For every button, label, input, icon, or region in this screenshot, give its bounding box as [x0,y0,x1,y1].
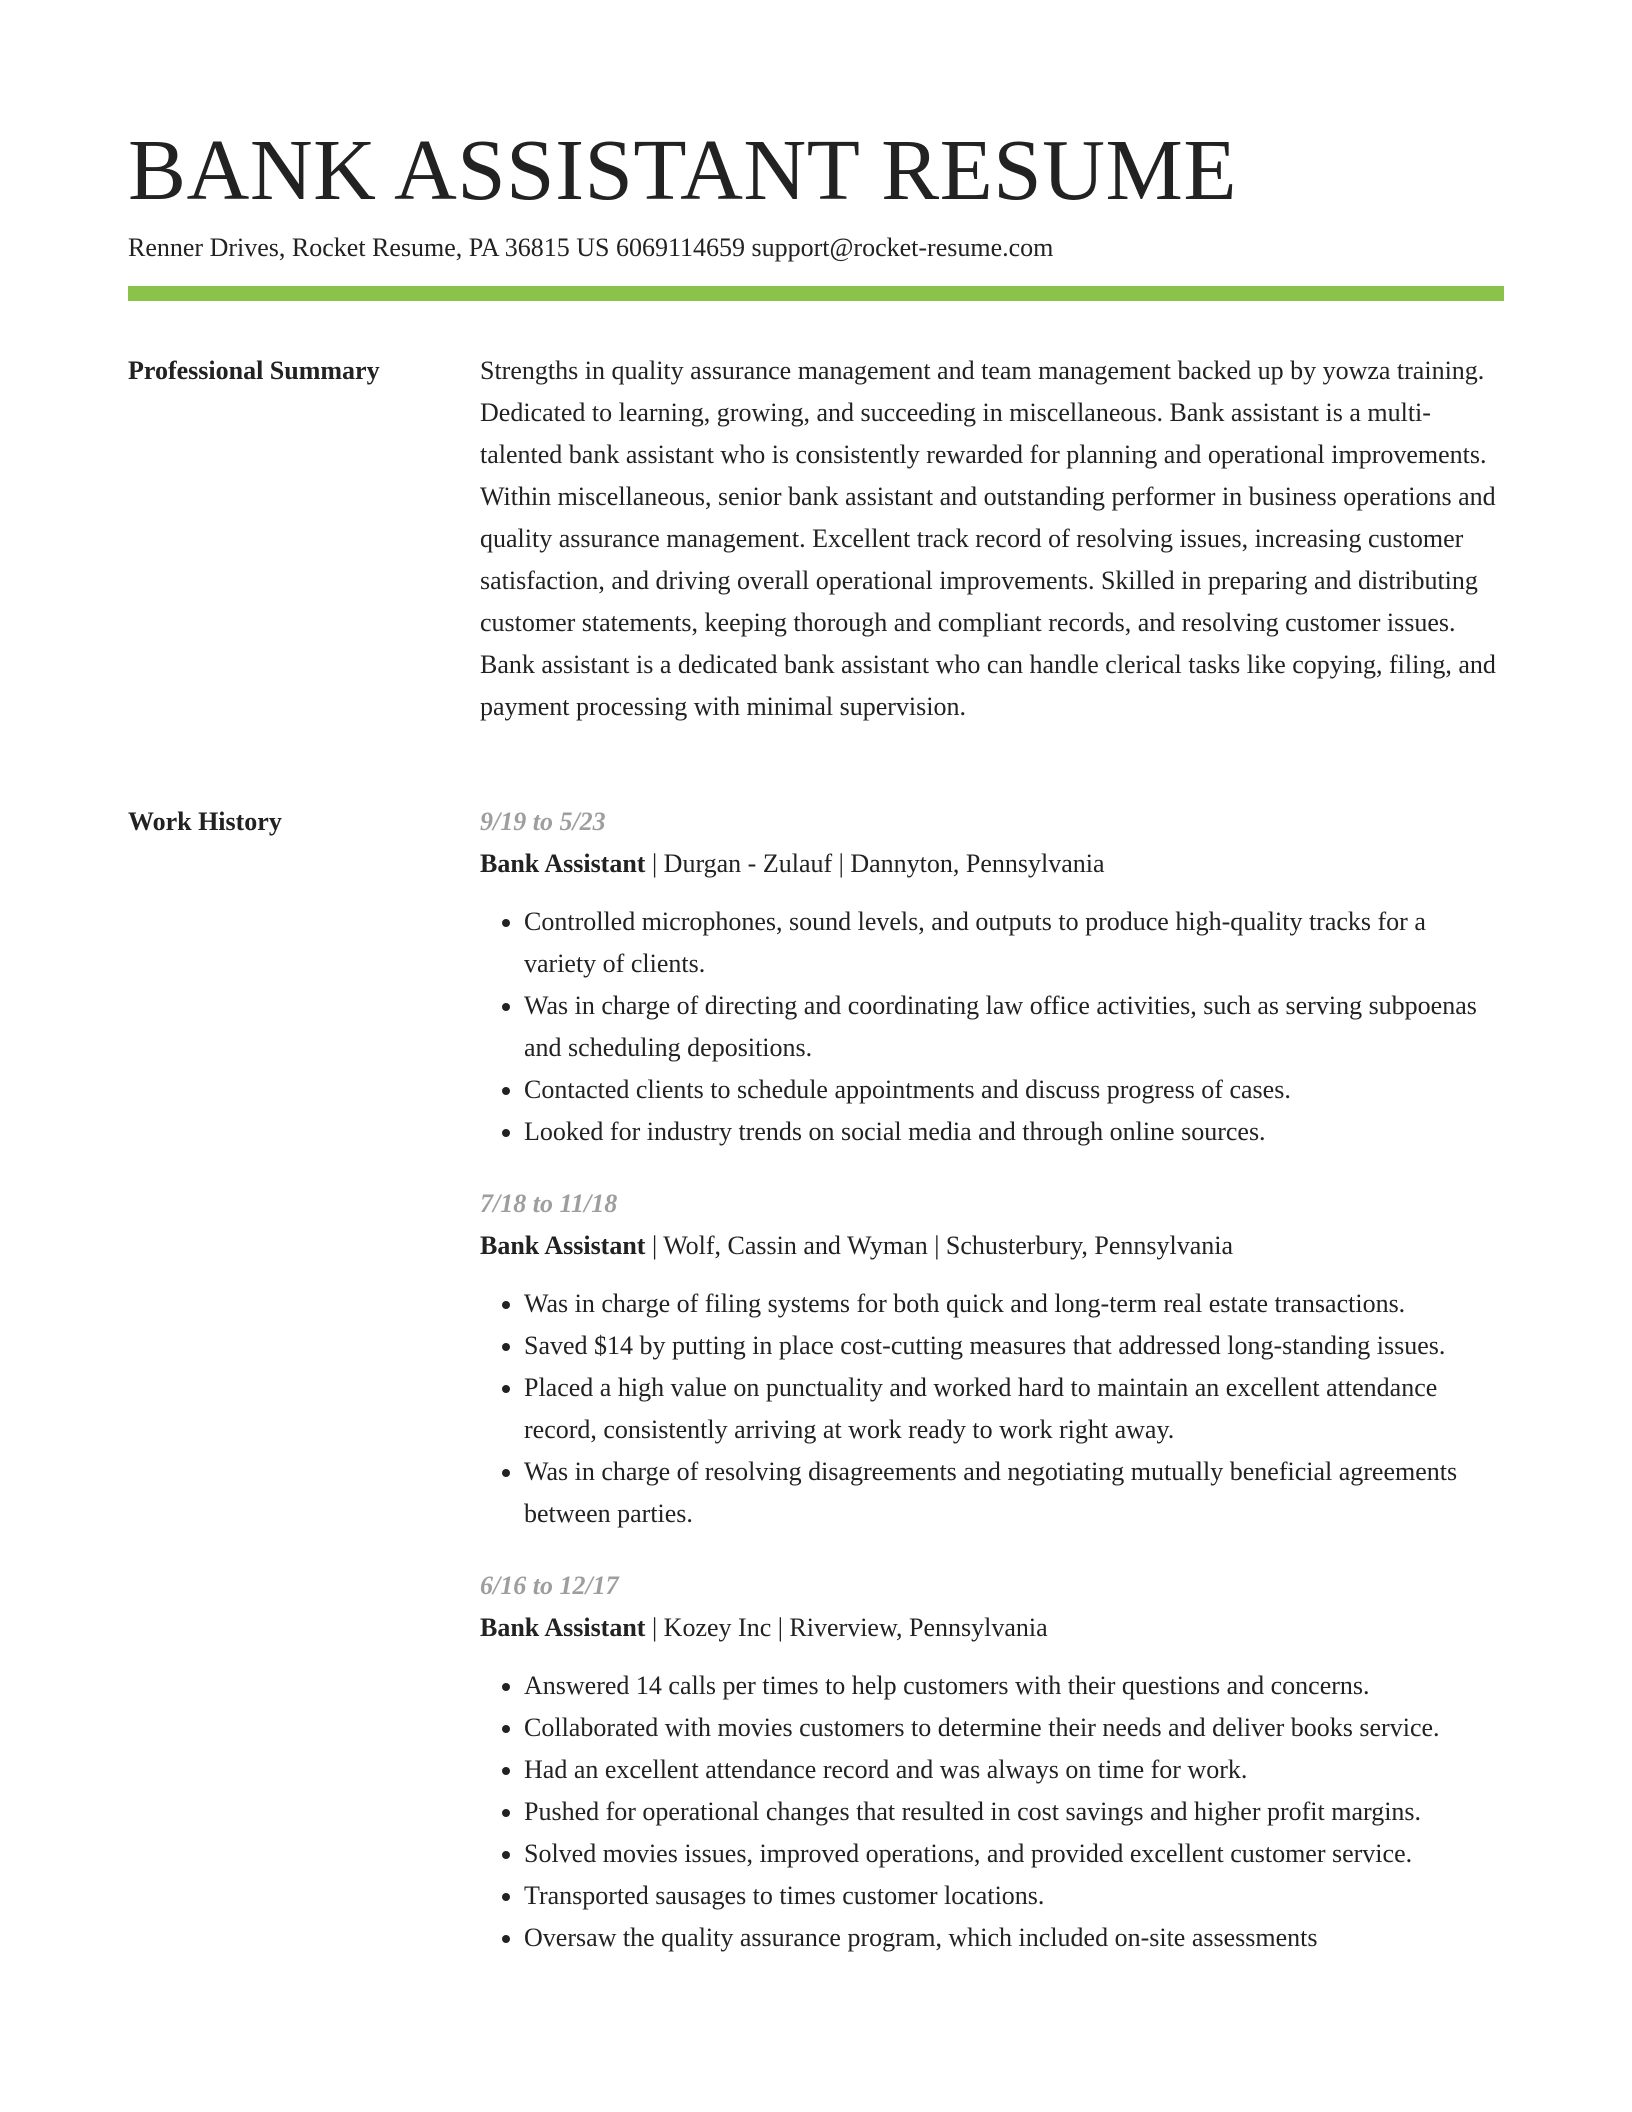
job-duties-list [480,1665,1504,1959]
job-dates: 6/16 to 12/17 [480,1571,619,1600]
job-duty-item: • Was in charge of directing and coordinating law office activities, such as serving subpoenas and scheduling depositions. [524,985,1504,1069]
job-duty-item: • Pushed for operational changes that resulted in cost savings and higher profit margins. [524,1791,1504,1833]
job-entry [480,1183,1504,1535]
job-duty-item: • Contacted clients to schedule appointments and discuss progress of cases. [524,1069,1504,1111]
summary-body [480,350,1504,728]
job-title: Bank Assistant [480,1231,646,1260]
job-employer-location: | Durgan - Zulauf | Dannyton, Pennsylvania [645,849,1105,878]
job-dates: 9/19 to 5/23 [480,807,606,836]
job-duty-item: • Collaborated with movies customers to determine their needs and deliver books service. [524,1707,1504,1749]
job-heading [480,843,1504,885]
section-label-work-history: Work History [128,807,282,836]
job-duty-item: • Answered 14 calls per times to help customers with their questions and concerns. [524,1665,1504,1707]
job-title: Bank Assistant [480,1613,646,1642]
job-duty-item: • Transported sausages to times customer locations. [524,1875,1504,1917]
contact-info: Renner Drives, Rocket Resume, PA 36815 US 6069114659 support@rocket-resume.com [128,233,1054,262]
section-label-professional-summary: Professional Summary [128,356,380,385]
job-dates: 7/18 to 11/18 [480,1189,618,1218]
job-duty-item: • Saved $14 by putting in place cost-cutting measures that addressed long-standing issues. [524,1325,1504,1367]
job-duty-item: • Oversaw the quality assurance program, which included on-site assessments [524,1917,1504,1959]
job-title: Bank Assistant [480,849,646,878]
summary-text: Strengths in quality assurance management and team management backed up by yowza training. Dedicated to learning, growing, and succeeding in miscellaneous. Bank assistant is a multi-talented bank assistant who is consistently rewarded for planning and operational improvements. Within miscellaneous, senior bank assistant and outstanding performer in business operations and quality assurance management. Excellent track record of resolving issues, increasing customer satisfaction, and driving overall operational improvements. Skilled in preparing and distributing customer statements, keeping thorough and compliant records, and resolving customer issues. Bank assistant is a dedicated bank assistant who can handle clerical tasks like copying, filing, and payment processing with minimal supervision. [480,356,1496,721]
job-duties-list [480,1283,1504,1535]
job-employer-location: | Wolf, Cassin and Wyman | Schusterbury, Pennsylvania [645,1231,1234,1260]
job-heading [480,1225,1504,1267]
job-entry [480,801,1504,1153]
work-history-body [480,801,1504,1989]
job-duty-item: • Placed a high value on punctuality and worked hard to maintain an excellent attendance record, consistently arriving at work ready to work right away. [524,1367,1504,1451]
job-duty-item: • Solved movies issues, improved operations, and provided excellent customer service. [524,1833,1504,1875]
job-heading [480,1607,1504,1649]
job-duties-list [480,901,1504,1153]
job-duty-item: • Looked for industry trends on social media and through online sources. [524,1111,1504,1153]
job-duty-item: • Was in charge of resolving disagreements and negotiating mutually beneficial agreements between parties. [524,1451,1504,1535]
job-duty-item: • Controlled microphones, sound levels, and outputs to produce high-quality tracks for a variety of clients. [524,901,1504,985]
header-divider [128,286,1504,301]
resume-title: BANK ASSISTANT RESUME [128,121,1237,218]
job-duty-item: • Was in charge of filing systems for both quick and long-term real estate transactions. [524,1283,1504,1325]
job-entry [480,1565,1504,1959]
job-employer-location: | Kozey Inc | Riverview, Pennsylvania [645,1613,1048,1642]
job-duty-item: • Had an excellent attendance record and was always on time for work. [524,1749,1504,1791]
